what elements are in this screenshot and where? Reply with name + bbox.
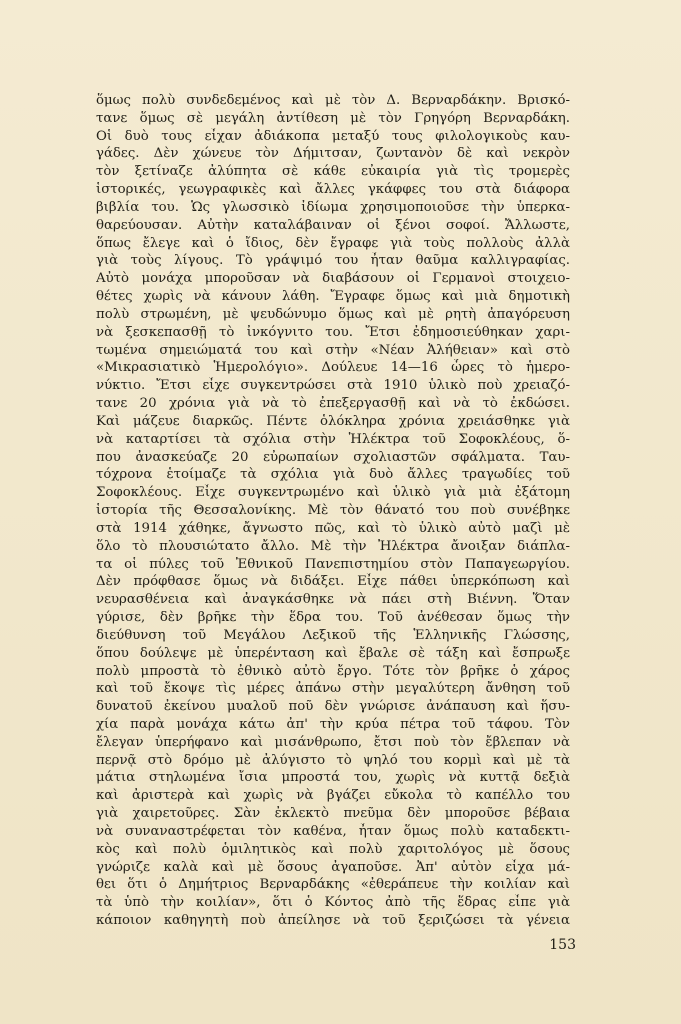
text-line: τὸν ξετίναζε ἀλύπητα σὲ κάθε εὐκαιρία γιὰ τὶς τρομερὲς (96, 164, 570, 180)
text-line: πολὺ μπροστὰ τὸ ἐθνικὸ αὐτὸ ἔργο. Τότε τὸν βρῆκε ὁ χάρος (96, 663, 570, 679)
text-line: νὰ ξεσκεπασθῇ τὸ ἰνκόγνιτο του. Ἔτσι ἐδημοσιεύθηκαν χαρι- (96, 324, 570, 340)
text-line: νὰ συναναστρέφεται τὸν καθένα, ἦταν ὅμως πολὺ καταδεκτι- (96, 823, 570, 839)
text-line: καὶ τοῦ ἔκοψε τὶς μέρες ἀπάνω στὴν μεγαλύτερη ἄνθηση τοῦ (96, 681, 570, 697)
text-line: γάδες. Δὲν χώνευε τὸν Δήμιτσαν, ζωντανὸν δὲ καὶ νεκρὸν (96, 146, 570, 162)
text-line: νευρασθένεια καὶ ἀναγκάσθηκε νὰ πάει στὴ Βιέννη. Ὅταν (96, 592, 570, 608)
text-line: ὅμως πολὺ συνδεδεμένος καὶ μὲ τὸν Δ. Βερναρδάκην. Βρισκό- (96, 93, 570, 108)
text-line: γιὰ χαιρετοῦρες. Σὰν ἐκλεκτὸ πνεῦμα δὲν μποροῦσε βέβαια (96, 806, 570, 822)
text-line: «Μικρασιατικὸ Ἡμερολόγιο». Δούλευε 14—16 ὧρες τὸ ἡμερο- (96, 360, 570, 376)
text-line: δυνατοῦ ἐκείνου μυαλοῦ ποῦ δὲν γνώρισε ἀνάπαυση καὶ ἥσυ- (96, 699, 570, 715)
text-line: γνώριζε καλὰ καὶ μὲ ὅσους ἀγαποῦσε. Ἀπ' αὐτὸν εἶχα μά- (96, 859, 570, 875)
text-line: καὶ ἀριστερὰ καὶ χωρὶς νὰ βγάζει εὔκολα τὸ καπέλλο του (96, 788, 570, 804)
text-line: στὰ 1914 χάθηκε, ἄγνωστο πῶς, καὶ τὸ ὑλικὸ αὐτὸ μαζὶ μὲ (96, 520, 570, 536)
text-line: θει ὅτι ὁ Δημήτριος Βερναρδάκης «ἐθεράπευε τὴν κοιλίαν καὶ (96, 877, 570, 893)
text-line: Σοφοκλέους. Εἶχε συγκεντρωμένο καὶ ὑλικὸ γιὰ μιὰ ἐξάτομη (96, 485, 570, 501)
text-line: κάποιον καθηγητὴ ποὺ ἀπείλησε νὰ τοῦ ξεριζώσει τὰ γένεια (96, 913, 570, 929)
page-number: 153 (549, 937, 576, 953)
text-line: Αὐτὸ μονάχα μποροῦσαν νὰ διαβάσουν οἱ Γερμανοὶ στοιχειο- (96, 271, 570, 287)
text-line: τόχρονα ἑτοίμαζε τὰ σχόλια γιὰ δυὸ ἄλλες τραγωδίες τοῦ (96, 467, 570, 483)
text-line: τὰ ὑπὸ τὴν κοιλίαν», ὅτι ὁ Κόντος ἀπὸ τῆς ἕδρας εἶπε γιὰ (96, 895, 570, 911)
body-text (96, 92, 570, 930)
text-line: θαρεύουσαν. Αὐτὴν καταλάβαιναν οἱ ξένοι σοφοί. Ἄλλωστε, (96, 217, 570, 233)
text-line: ὅλο τὸ πλουσιώτατο ἄλλο. Μὲ τὴν Ἠλέκτρα ἄνοιξαν διάπλα- (96, 538, 570, 554)
text-line: νύκτιο. Ἔτσι εἶχε συγκεντρώσει στὰ 1910 ὑλικὸ ποὺ χρειαζό- (96, 378, 570, 394)
text-line: ἱστορικές, γεωγραφικὲς καὶ ἄλλες γκάφφες του στὰ διάφορα (96, 182, 570, 198)
text-line: γύρισε, δὲν βρῆκε τὴν ἕδρα του. Τοῦ ἀνέθεσαν ὅμως τὴν (96, 610, 570, 626)
text-line: κὸς καὶ πολὺ ὁμιλητικὸς καὶ πολὺ χαριτολόγος μὲ ὅσους (96, 841, 570, 857)
text-line: θέτες χωρὶς νὰ κάνουν λάθη. Ἔγραφε ὅμως καὶ μιὰ δημοτικὴ (96, 289, 570, 305)
text-line: μάτια στηλωμένα ἴσια μπροστά του, χωρὶς νὰ κυττᾷ δεξιὰ (96, 770, 570, 786)
text-line: ὅπως ἔλεγε καὶ ὁ ἴδιος, δὲν ἔγραφε γιὰ τοὺς πολλοὺς ἀλλὰ (96, 235, 570, 251)
text-line: τανε ὅμως σὲ μεγάλη ἀντίθεση μὲ τὸν Γρηγόρη Βερναρδάκη. (96, 110, 570, 126)
text-line: Καὶ μάζευε διαρκῶς. Πέντε ὁλόκληρα χρόνια χρειάσθηκε γιὰ (96, 413, 570, 429)
text-line: ἔλεγαν ὑπερήφανο καὶ μισάνθρωπο, ἔτσι ποὺ τὸν ἔβλεπαν νὰ (96, 734, 570, 750)
text-line: περνᾷ στὸ δρόμο μὲ ἀλύγιστο τὸ ψηλό του κορμὶ καὶ μὲ τὰ (96, 752, 570, 768)
text-line: που ἀνασκεύαζε 20 εὐρωπαίων σχολιαστῶν σφάλματα. Ταυ- (96, 449, 570, 465)
text-line: τανε 20 χρόνια γιὰ νὰ τὸ ἐπεξεργασθῇ καὶ νὰ τὸ ἐκδώσει. (96, 396, 570, 412)
text-line: τωμένα σημειώματά του καὶ στὴν «Νέαν Ἀλήθειαν» καὶ στὸ (96, 342, 570, 358)
text-line: ὅπου δούλεψε μὲ ὑπερένταση καὶ ἔβαλε σὲ τάξη καὶ ἔσπρωξε (96, 645, 570, 661)
text-line: Οἱ δυὸ τους εἶχαν ἀδιάκοπα μεταξύ τους φιλολογικοὺς καυ- (96, 128, 570, 144)
text-line: νὰ καταρτίσει τὰ σχόλια στὴν Ἠλέκτρα τοῦ Σοφοκλέους, ὅ- (96, 431, 570, 447)
text-line: πολὺ στρωμένη, μὲ ψευδώνυμο ὅμως καὶ μὲ ρητὴ ἀπαγόρευση (96, 306, 570, 322)
text-line: χία παρὰ μονάχα κάτω ἀπ' τὴν κρύα πέτρα τοῦ τάφου. Τὸν (96, 716, 570, 732)
text-line: τα οἱ πύλες τοῦ Ἐθνικοῦ Πανεπιστημίου στὸν Παπαγεωργίου. (96, 556, 570, 572)
text-line: Δὲν πρόφθασε ὅμως νὰ διδάξει. Εἶχε πάθει ὑπερκόπωση καὶ (96, 574, 570, 590)
text-line: ἱστορία τῆς Θεσσαλονίκης. Μὲ τὸν θάνατό του ποὺ συνέβηκε (96, 503, 570, 519)
text-line: διεύθυνση τοῦ Μεγάλου Λεξικοῦ τῆς Ἑλληνικῆς Γλώσσης, (96, 627, 570, 643)
text-line: γιὰ τοὺς λίγους. Τὸ γράψιμό του ἦταν θαῦμα καλλιγραφίας. (96, 253, 570, 269)
text-line: βιβλία του. Ὡς γλωσσικὸ ἰδίωμα χρησιμοποιοῦσε τὴν ὑπερκα- (96, 199, 570, 215)
